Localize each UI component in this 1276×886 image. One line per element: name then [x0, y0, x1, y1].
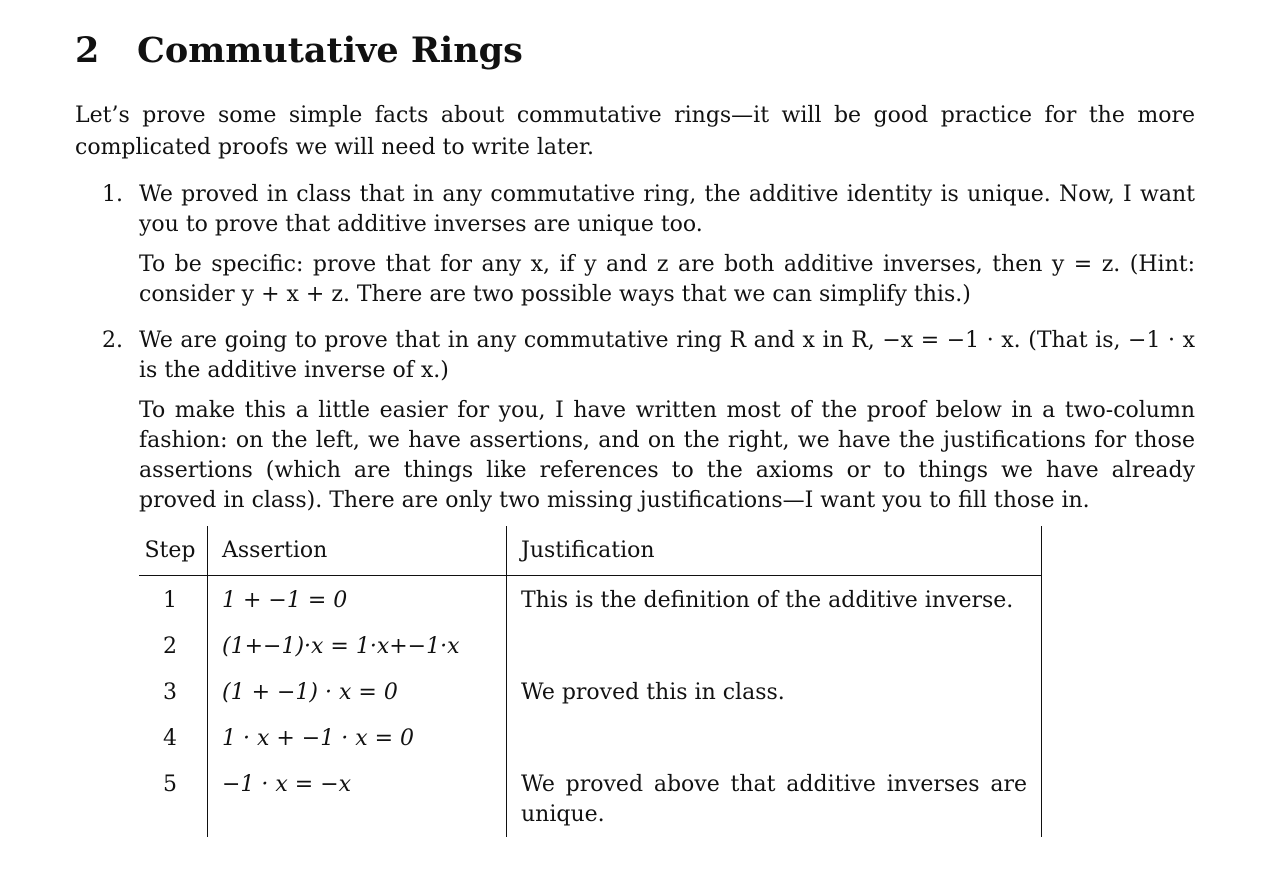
assertion-cell: (1+−1)·x = 1·x+−1·x — [208, 623, 507, 669]
list-marker: 2. — [102, 328, 123, 353]
table-row — [139, 761, 1042, 837]
header-justification: Justification — [507, 526, 1042, 576]
list-item-1 — [102, 180, 1195, 310]
document-page — [75, 28, 1195, 837]
step-number: 5 — [163, 772, 177, 797]
table-row — [139, 623, 1042, 669]
intro-paragraph: Let’s prove some simple facts about commutative rings—it will be good practice for the more complicated proofs we will need to write later. — [75, 103, 1195, 160]
section-number: 2 — [75, 30, 100, 71]
item-2-paragraph-1: We are going to prove that in any commutative ring R and x in R, −x = −1 · x. (That is, −1 · x is the additive inverse of x.) — [139, 328, 1195, 383]
step-number: 1 — [163, 588, 177, 613]
assertion-cell: −1 · x = −x — [208, 761, 507, 837]
table-header-row — [139, 526, 1042, 576]
list-marker: 1. — [102, 182, 123, 207]
assertion-cell: 1 · x + −1 · x = 0 — [208, 715, 507, 761]
justification-cell: This is the definition of the additive inverse. — [507, 576, 1042, 624]
assertion-cell: (1 + −1) · x = 0 — [208, 669, 507, 715]
list-item-2 — [102, 326, 1195, 837]
item-1-paragraph-1: We proved in class that in any commutative ring, the additive identity is unique. Now, I want you to prove that additive inverses are unique too. — [139, 182, 1195, 237]
header-step: Step — [139, 526, 208, 576]
justification-cell: We proved above that additive inverses are unique. — [507, 761, 1042, 837]
proof-table — [139, 526, 1042, 837]
step-number: 4 — [163, 726, 177, 751]
step-number: 3 — [163, 680, 177, 705]
table-row — [139, 669, 1042, 715]
assertion-cell: 1 + −1 = 0 — [208, 576, 507, 624]
justification-cell-blank — [507, 623, 1042, 669]
section-heading — [75, 28, 1195, 74]
justification-cell: We proved this in class. — [507, 669, 1042, 715]
item-2-paragraph-2: To make this a little easier for you, I have written most of the proof below in a two-column fashion: on the left, we have assertions, and on the right, we have the justifications for those assertions (which are things like references to the axioms or to things we have already proved in class). There are only two missing justifications—I want you to fill those in. — [139, 398, 1195, 513]
table-row — [139, 576, 1042, 624]
step-number: 2 — [163, 634, 177, 659]
header-assertion: Assertion — [208, 526, 507, 576]
item-1-paragraph-2: To be specific: prove that for any x, if y and z are both additive inverses, then y = z. (Hint: consider y + x + z. There are two possible ways that we can simplify this.) — [139, 252, 1195, 307]
table-row — [139, 715, 1042, 761]
section-title: Commutative Rings — [137, 30, 523, 71]
justification-cell-blank — [507, 715, 1042, 761]
